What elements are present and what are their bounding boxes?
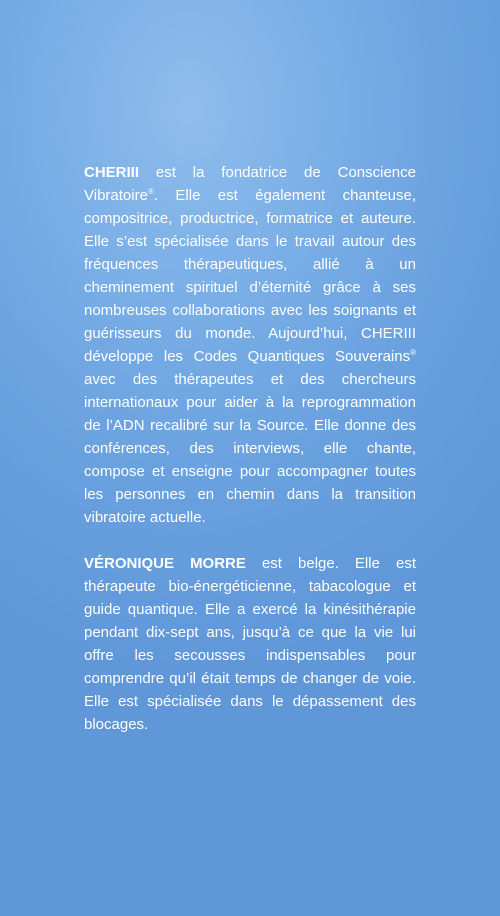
author-name-cheriii: CHERIII	[84, 164, 140, 181]
author-name-veronique-morre: VÉRONIQUE MORRE	[84, 555, 246, 572]
bio-text: avec des thérapeutes et des chercheurs internationaux pour aider à la reprogrammation de l’ADN recalibré sur la Source. Elle donne des conférences, des interviews, elle chante, compose et enseigne pour accompagner toutes les personnes en chemin dans la transition vibratoire actuelle.	[84, 371, 416, 526]
registered-mark: ®	[147, 187, 154, 196]
registered-mark: ®	[410, 348, 416, 357]
bio-text: est la fondatrice de Conscience Vibratoire	[84, 164, 416, 204]
bio-text: est belge. Elle est thérapeute bio-énergéticienne, tabacologue et guide quantique. Elle a exercé la kinésithérapie pendant dix-sept ans, jusqu’à ce que la vie lui offre les secousses indispensables pour comprendre qu’il était temps de changer de voie. Elle est spécialisée dans le dépassement des blocages.	[84, 555, 417, 733]
author-bio-cheriii	[84, 161, 416, 529]
author-bio-veronique-morre	[84, 552, 416, 736]
bio-text: . Elle est également chanteuse, compositrice, productrice, formatrice et auteure. Elle s’est spécialisée dans le travail autour des fréquences thérapeutiques, allié à un cheminement spirituel d’éternité grâce à ses nombreuses collaborations avec les soignants et guérisseurs du monde. Aujourd’hui, CHERIII développe les Codes Quantiques Souverains	[84, 187, 416, 365]
